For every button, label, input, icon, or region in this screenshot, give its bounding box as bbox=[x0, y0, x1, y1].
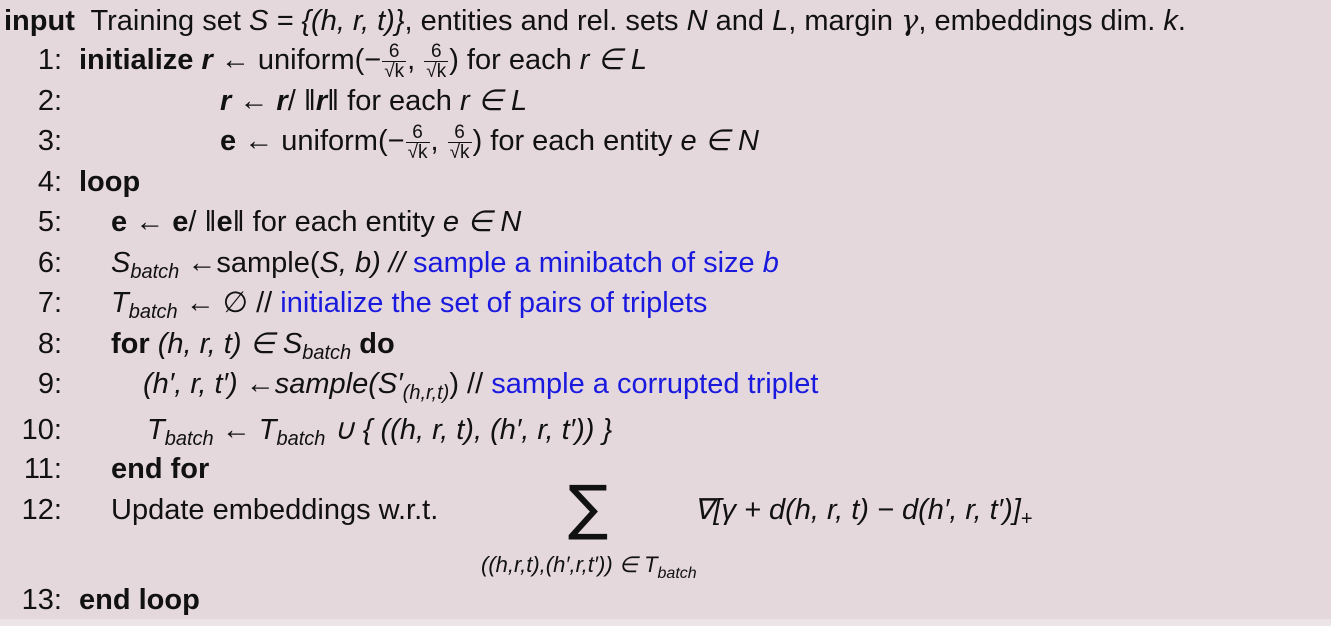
line-number: 6: bbox=[37, 247, 62, 279]
fraction: $\frac{6}{√k}$ bbox=[407, 121, 428, 163]
input-keyword: input bbox=[4, 5, 75, 37]
line-number: 9: bbox=[37, 368, 62, 400]
summation-symbol: ∑ bbox=[568, 473, 609, 543]
line-number: 8: bbox=[37, 328, 62, 360]
line-number: 10: bbox=[21, 414, 62, 446]
line-number: 12: bbox=[21, 494, 62, 526]
bottom-strip bbox=[0, 619, 1331, 626]
line-number: 3: bbox=[37, 125, 62, 157]
line-number: 7: bbox=[37, 287, 62, 319]
line-number: 11: bbox=[23, 453, 62, 485]
line-number: 13: bbox=[21, 584, 62, 616]
fraction: $\frac{6}{√k}$ bbox=[449, 121, 470, 163]
gradient-expression: ∇[γ + d(h, r, t) − d(h′, r, t′)] bbox=[694, 494, 1021, 526]
line-number: 1: bbox=[37, 44, 62, 76]
comment-text: sample a minibatch of size bbox=[412, 247, 763, 279]
comment-text: initialize the set of pairs of triplets bbox=[280, 287, 708, 319]
fraction: $\frac{6}{√k}$ bbox=[384, 40, 405, 82]
fraction: $\frac{6}{√k}$ bbox=[426, 40, 447, 82]
summation-subscript: ((h,r,t),(h′,r,t′)) ∈ $T_{batch}$ bbox=[481, 552, 697, 582]
comment-text: sample a corrupted triplet bbox=[491, 368, 819, 400]
line-number: 5: bbox=[37, 206, 62, 238]
line-number: 4: bbox=[37, 166, 62, 198]
line-number: 2: bbox=[37, 85, 62, 117]
algorithm-block: input Training set S = {(h, r, t)}, entities and rel. sets N and L, margin γ, embeddings dim. k. 1: initialize r ← uniform(− $\frac{6}{√k}$ , $\frac{6}{√k}$ ) for each r ∈ L 2: r ← r/ ‖r‖ for each r ∈ L 3: e ← uniform(− $\frac{6}{√k}$ , $\frac{6}{√k}$ ) for each entity e ∈ N 4: loop 5: e ← e/ ‖e‖ for each entity e ∈ N 6: $S_{batch}$ ←sample(S, b) // sample a minibatch of size b 7: $T_{batch}$ ← ∅ // initialize the set of pairs of triplets 8: for (h, r, t) ∈ $S_{batch}$ do 9: (h′, r, t′) $\leftarrow sample(S'_{(h,r,t)})$ // sample a corrupted triplet 10: $T_{batch}$ ← $T_{batch}$ ∪ { ((h, r, t), (h′, r, t′)) } 11: end for 12: Update embeddings w.r.t. ∇[γ + d(h, r, t) − d(h′, r, $t')]_+$ ∑ ((h,r,t),(h′,r,t′)) ∈ $T_{batch}$ 13: end loop bbox=[0, 0, 1331, 626]
